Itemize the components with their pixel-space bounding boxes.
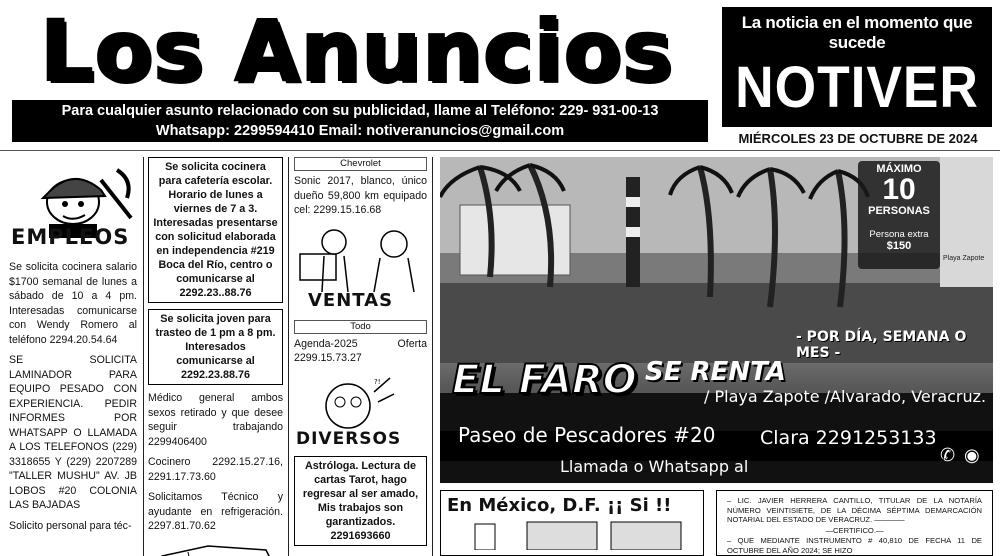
whatsapp-icon: ◉ xyxy=(964,445,980,465)
section-label-ventas: VENTAS xyxy=(308,289,394,311)
phone-icon: ✆ xyxy=(940,445,956,465)
ventas-illustration xyxy=(294,224,427,320)
classified-ad: Médico general ambos sexos retirado y que desee seguir trabajando 2299406400 xyxy=(148,392,283,448)
column-empleos-2 xyxy=(148,157,283,556)
newspaper-thumbnails xyxy=(441,520,704,550)
extra-person-price: $150 xyxy=(886,240,912,252)
contact-prefix: Llamada o Whatsapp al xyxy=(560,457,749,476)
notary-notice xyxy=(716,490,993,556)
mexico-df-ad xyxy=(440,490,704,556)
el-faro-rental-ad xyxy=(440,157,993,483)
capacity-unit: PERSONAS xyxy=(868,205,930,217)
contact-name: Clara 2291253133 xyxy=(760,427,937,449)
classified-ad: Sonic 2017, blanco, único dueño 59,800 km equipado cel: 2299.15.16.68 xyxy=(294,175,427,216)
map-label: Playa Zapote xyxy=(943,255,985,262)
car-icon xyxy=(148,540,280,556)
section-label-diversos: DIVERSOS xyxy=(296,428,402,449)
column-empleos xyxy=(9,160,137,539)
classified-ad: Agenda-2025 Oferta 2299.15.73.27 xyxy=(294,337,427,364)
divider xyxy=(288,157,289,556)
boxed-ad: Astróloga. Lectura de cartas Tarot, hago regresar al ser amado, Mis trabajos son garantizados. 2291693660 xyxy=(294,456,427,546)
boxed-ad: Se solicita joven para trasteo de 1 pm a 8 pm. Interesados comunicarse al 2292.23.88.76 xyxy=(148,309,283,385)
contact-bar xyxy=(12,100,708,142)
issue-date: MIÉRCOLES 23 DE OCTUBRE DE 2024 xyxy=(738,131,978,146)
category-header: Chevrolet xyxy=(294,157,427,171)
classified-ad: Se solicita cocinera salario $1700 semanal de lunes a sábado de 10 a 4 pm. Interesadas comunicarse con Wendy Romero al teléfono 2294.20.54.64 xyxy=(9,261,137,346)
extra-person-label: Persona extra xyxy=(869,229,929,240)
notary-text: – QUE MEDIANTE INSTRUMENTO # 40,810 DE FECHA 11 DE OCTUBRE DEL AÑO 2024; SE HIZO xyxy=(727,536,982,555)
address: Paseo de Pescadores #20 xyxy=(458,423,716,447)
section-label-empleos: EMPLEOS xyxy=(11,225,130,249)
salesmen-icon xyxy=(294,224,427,294)
contact-whatsapp-email: Whatsapp: 2299594410 Email: notiveranuncios@gmail.com xyxy=(155,123,565,139)
classified-ad: SE SOLICITA LAMINADOR PARA EQUIPO PESADO CON EXPERIENCIA. PEDIR INFORMES POR WHATSAPP O LLAMADA A LOS TELEFONOS (229) 3318655 Y (229) 2207289 "TALLER MUSHU" AV. JB LOBOS #20 COLONIA LAS BAJADAS xyxy=(9,354,137,511)
capacity-number: 10 xyxy=(882,173,916,206)
page-title: Los Anuncios xyxy=(40,2,674,100)
classified-ad: Solicito personal para téc- xyxy=(9,519,132,532)
divider xyxy=(143,157,144,556)
category-header: Todo xyxy=(294,320,427,334)
diversos-illustration xyxy=(294,372,427,456)
divider xyxy=(0,150,1000,151)
column-ventas xyxy=(294,157,427,546)
empleos-illustration xyxy=(9,160,137,260)
capacity-badge xyxy=(858,163,940,252)
brand-name: EL FARO xyxy=(452,357,637,403)
notiver-logo xyxy=(722,7,992,127)
classified-ad: Solicitamos Técnico y ayudante en refrigeración. 2297.81.70.62 xyxy=(148,491,283,532)
car-illustration xyxy=(148,540,283,556)
confused-man-icon xyxy=(294,372,427,434)
contact-phone: Para cualquier asunto relacionado con su publicidad, llame al Teléfono: 229- 931-00-13 xyxy=(61,103,659,119)
notiver-tagline: La noticia en el momento que sucede xyxy=(741,13,973,52)
rent-period: - POR DÍA, SEMANA O MES - xyxy=(796,329,967,361)
notary-heading: —CERTIFICO.— xyxy=(825,525,884,535)
svg-text:?!: ?! xyxy=(374,377,381,386)
boxed-ad: Se solicita cocinera para cafetería escolar. Horario de lunes a viernes de 7 a 3. Interesadas presentarse con solicitud elaborada en independencia #219 Boca del Río, centro o comunicarse al 2292.23..88.76 xyxy=(148,157,283,303)
mexico-df-title: En México, D.F. ¡¡ Si !! xyxy=(447,495,672,516)
location: / Playa Zapote /Alvarado, Veracruz. xyxy=(704,387,987,406)
divider xyxy=(432,157,433,556)
classified-ad: Cocinero 2292.15.27.16, 2291.17.73.60 xyxy=(148,456,283,483)
notary-text: – LIC. JAVIER HERRERA CANTILLO, TITULAR DE LA NOTARÍA NÚMERO VEINTISIETE, DE LA DÉCIMA SÉPTIMA DEMARCACIÓN NOTARIAL DEL ESTADO DE VERACRUZ. ———— xyxy=(727,496,982,524)
capacity-label: MÁXIMO xyxy=(876,163,922,175)
notiver-name: NOTIVER xyxy=(735,55,979,120)
rent-label: SE RENTA xyxy=(645,357,786,387)
